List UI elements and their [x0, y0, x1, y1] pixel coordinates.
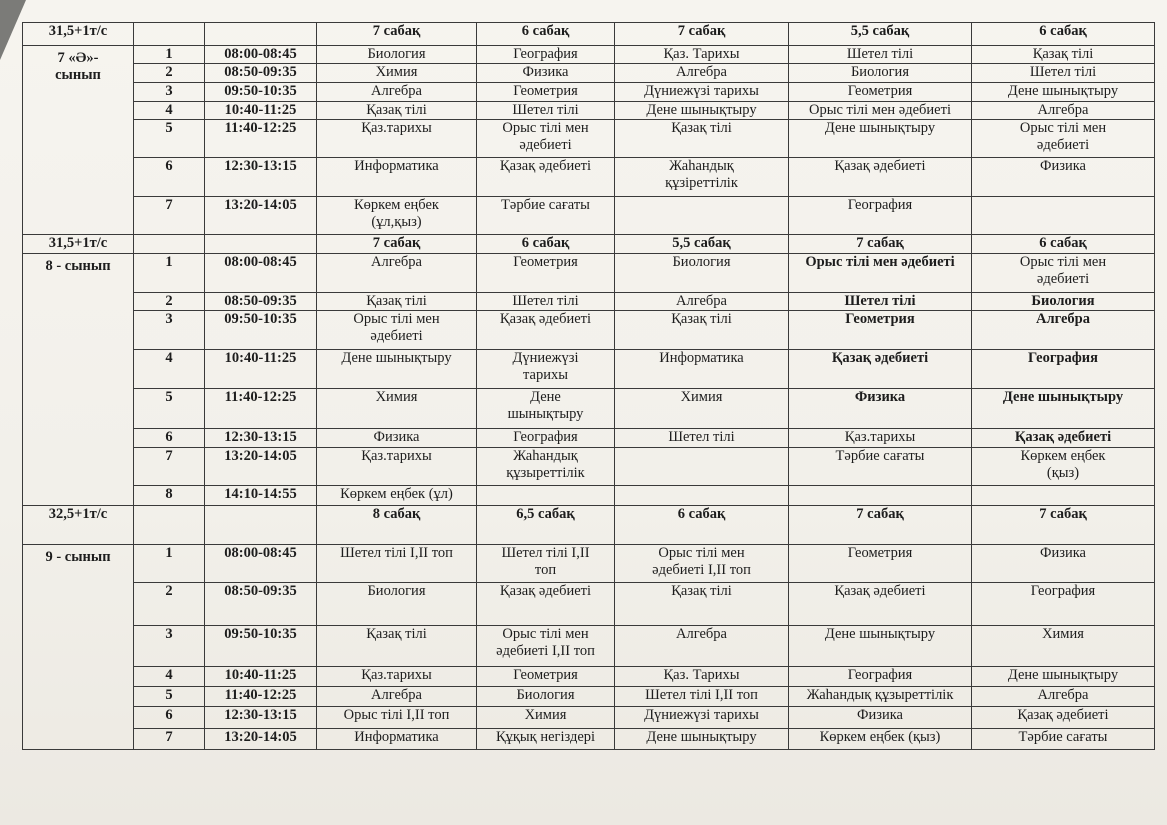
- subject-cell: Алгебра: [972, 687, 1155, 707]
- subject-cell: Физика: [789, 389, 972, 429]
- subject-cell: Орыс тілі мен әдебиеті: [972, 120, 1155, 158]
- day-lesson-count: 6 сабақ: [972, 23, 1155, 46]
- section-header-row: [23, 23, 1155, 46]
- lesson-time: 10:40-11:25: [205, 350, 317, 389]
- day-lesson-count: 5,5 сабақ: [789, 23, 972, 46]
- subject-cell: Шетел тілі: [972, 64, 1155, 83]
- subject-cell: География: [477, 429, 615, 448]
- subject-cell: Қазақ әдебиеті: [972, 429, 1155, 448]
- lesson-number: 3: [134, 311, 205, 350]
- subject-cell: Көркем еңбек (ұл): [317, 486, 477, 506]
- lesson-time: 08:50-09:35: [205, 64, 317, 83]
- subject-cell: Алгебра: [317, 687, 477, 707]
- day-lesson-count: 6 сабақ: [477, 23, 615, 46]
- lesson-number: 5: [134, 687, 205, 707]
- lesson-time: 12:30-13:15: [205, 158, 317, 197]
- empty-cell: [205, 235, 317, 254]
- subject-cell: Қаз. Тарихы: [615, 667, 789, 687]
- lesson-time: 08:00-08:45: [205, 46, 317, 64]
- subject-cell: Геометрия: [789, 83, 972, 102]
- lesson-row: [23, 729, 1155, 750]
- subject-cell: [615, 486, 789, 506]
- subject-cell: Қазақ әдебиеті: [789, 350, 972, 389]
- subject-cell: Қаз.тарихы: [317, 667, 477, 687]
- subject-cell: Алгебра: [615, 293, 789, 311]
- subject-cell: Дене шынықтыру: [789, 120, 972, 158]
- day-lesson-count: 6,5 сабақ: [477, 506, 615, 545]
- subject-cell: Физика: [317, 429, 477, 448]
- subject-cell: Қаз.тарихы: [789, 429, 972, 448]
- lesson-time: 14:10-14:55: [205, 486, 317, 506]
- lesson-number: 4: [134, 350, 205, 389]
- subject-cell: Көркем еңбек (қыз): [972, 448, 1155, 486]
- subject-cell: Қазақ тілі: [972, 46, 1155, 64]
- subject-cell: Дене шынықтыру: [615, 729, 789, 750]
- lesson-row: [23, 102, 1155, 120]
- lesson-row: [23, 293, 1155, 311]
- empty-cell: [134, 235, 205, 254]
- subject-cell: Қазақ әдебиеті: [972, 707, 1155, 729]
- lesson-number: 1: [134, 46, 205, 64]
- subject-cell: Дүниежүзі тарихы: [615, 83, 789, 102]
- subject-cell: [789, 486, 972, 506]
- lesson-number: 7: [134, 197, 205, 235]
- lesson-time: 12:30-13:15: [205, 707, 317, 729]
- subject-cell: Физика: [477, 64, 615, 83]
- subject-cell: Алгебра: [317, 83, 477, 102]
- lesson-row: [23, 120, 1155, 158]
- lesson-number: 1: [134, 254, 205, 293]
- lesson-number: 7: [134, 729, 205, 750]
- lesson-row: [23, 429, 1155, 448]
- subject-cell: Дүниежүзі тарихы: [615, 707, 789, 729]
- day-lesson-count: 6 сабақ: [972, 235, 1155, 254]
- subject-cell: Қазақ тілі: [615, 120, 789, 158]
- weekly-hours: 31,5+1т/с: [23, 23, 134, 46]
- subject-cell: [615, 448, 789, 486]
- day-lesson-count: 6 сабақ: [615, 506, 789, 545]
- day-lesson-count: 6 сабақ: [477, 235, 615, 254]
- empty-cell: [205, 506, 317, 545]
- lesson-time: 11:40-12:25: [205, 687, 317, 707]
- subject-cell: Қазақ әдебиеті: [477, 311, 615, 350]
- subject-cell: Химия: [972, 626, 1155, 667]
- subject-cell: География: [789, 197, 972, 235]
- weekly-hours: 31,5+1т/с: [23, 235, 134, 254]
- subject-cell: Информатика: [317, 158, 477, 197]
- subject-cell: Алгебра: [317, 254, 477, 293]
- subject-cell: Қаз.тарихы: [317, 120, 477, 158]
- subject-cell: Шетел тілі: [789, 293, 972, 311]
- subject-cell: Шетел тілі I,II топ: [317, 545, 477, 583]
- subject-cell: Жаһандық құзіреттілік: [615, 158, 789, 197]
- class-name: 8 - сынып: [23, 254, 134, 506]
- subject-cell: Жаһандық құзыреттілік: [477, 448, 615, 486]
- lesson-number: 4: [134, 667, 205, 687]
- subject-cell: География: [972, 350, 1155, 389]
- subject-cell: Шетел тілі: [789, 46, 972, 64]
- subject-cell: Химия: [317, 64, 477, 83]
- lesson-number: 8: [134, 486, 205, 506]
- subject-cell: Биология: [789, 64, 972, 83]
- lesson-time: 12:30-13:15: [205, 429, 317, 448]
- subject-cell: Биология: [615, 254, 789, 293]
- lesson-row: [23, 486, 1155, 506]
- subject-cell: Алгебра: [615, 64, 789, 83]
- day-lesson-count: 7 сабақ: [317, 235, 477, 254]
- lesson-row: [23, 707, 1155, 729]
- subject-cell: Жаһандық құзыреттілік: [789, 687, 972, 707]
- subject-cell: Геометрия: [789, 545, 972, 583]
- lesson-row: [23, 158, 1155, 197]
- lesson-row: [23, 46, 1155, 64]
- subject-cell: Дене шынықтыру: [789, 626, 972, 667]
- lesson-time: 13:20-14:05: [205, 197, 317, 235]
- subject-cell: Химия: [615, 389, 789, 429]
- section-header-row: [23, 235, 1155, 254]
- day-lesson-count: 7 сабақ: [615, 23, 789, 46]
- subject-cell: [477, 486, 615, 506]
- subject-cell: Информатика: [317, 729, 477, 750]
- subject-cell: Орыс тілі мен әдебиеті: [317, 311, 477, 350]
- lesson-row: [23, 197, 1155, 235]
- lesson-time: 08:00-08:45: [205, 545, 317, 583]
- subject-cell: Қаз.тарихы: [317, 448, 477, 486]
- subject-cell: Дене шынықтыру: [972, 83, 1155, 102]
- day-lesson-count: 8 сабақ: [317, 506, 477, 545]
- subject-cell: Физика: [789, 707, 972, 729]
- subject-cell: Шетел тілі: [477, 293, 615, 311]
- lesson-number: 5: [134, 389, 205, 429]
- lesson-number: 4: [134, 102, 205, 120]
- lesson-row: [23, 83, 1155, 102]
- subject-cell: Дене шынықтыру: [317, 350, 477, 389]
- lesson-time: 09:50-10:35: [205, 83, 317, 102]
- subject-cell: Қазақ тілі: [317, 293, 477, 311]
- subject-cell: География: [789, 667, 972, 687]
- subject-cell: География: [477, 46, 615, 64]
- lesson-row: [23, 545, 1155, 583]
- subject-cell: Шетел тілі: [615, 429, 789, 448]
- lesson-time: 08:50-09:35: [205, 293, 317, 311]
- subject-cell: Химия: [477, 707, 615, 729]
- empty-cell: [134, 506, 205, 545]
- subject-cell: Биология: [317, 46, 477, 64]
- subject-cell: Қазақ тілі: [615, 583, 789, 626]
- lesson-time: 13:20-14:05: [205, 448, 317, 486]
- empty-cell: [134, 23, 205, 46]
- lesson-number: 6: [134, 429, 205, 448]
- subject-cell: Информатика: [615, 350, 789, 389]
- subject-cell: Тәрбие сағаты: [789, 448, 972, 486]
- lesson-number: 1: [134, 545, 205, 583]
- subject-cell: Шетел тілі I,II топ: [615, 687, 789, 707]
- subject-cell: Көркем еңбек (қыз): [789, 729, 972, 750]
- day-lesson-count: 7 сабақ: [789, 235, 972, 254]
- subject-cell: Дене шынықтыру: [972, 667, 1155, 687]
- subject-cell: Қазақ тілі: [317, 102, 477, 120]
- subject-cell: Қаз. Тарихы: [615, 46, 789, 64]
- lesson-number: 5: [134, 120, 205, 158]
- lesson-row: [23, 626, 1155, 667]
- subject-cell: Дене шынықтыру: [477, 389, 615, 429]
- lesson-time: 09:50-10:35: [205, 626, 317, 667]
- lesson-number: 2: [134, 64, 205, 83]
- subject-cell: Биология: [972, 293, 1155, 311]
- subject-cell: География: [972, 583, 1155, 626]
- day-lesson-count: 5,5 сабақ: [615, 235, 789, 254]
- subject-cell: Қазақ әдебиеті: [789, 158, 972, 197]
- class-name: 9 - сынып: [23, 545, 134, 750]
- subject-cell: Орыс тілі мен әдебиеті: [477, 120, 615, 158]
- subject-cell: Дүниежүзі тарихы: [477, 350, 615, 389]
- lesson-row: [23, 448, 1155, 486]
- subject-cell: Шетел тілі: [477, 102, 615, 120]
- subject-cell: Құқық негіздері: [477, 729, 615, 750]
- subject-cell: Дене шынықтыру: [972, 389, 1155, 429]
- subject-cell: Физика: [972, 158, 1155, 197]
- lesson-time: 11:40-12:25: [205, 120, 317, 158]
- subject-cell: Алгебра: [972, 311, 1155, 350]
- subject-cell: [615, 197, 789, 235]
- lesson-time: 09:50-10:35: [205, 311, 317, 350]
- lesson-row: [23, 254, 1155, 293]
- subject-cell: Шетел тілі I,II топ: [477, 545, 615, 583]
- subject-cell: Қазақ тілі: [615, 311, 789, 350]
- lesson-row: [23, 667, 1155, 687]
- subject-cell: Орыс тілі I,II топ: [317, 707, 477, 729]
- subject-cell: Геометрия: [477, 667, 615, 687]
- subject-cell: Алгебра: [615, 626, 789, 667]
- lesson-time: 10:40-11:25: [205, 667, 317, 687]
- subject-cell: Көркем еңбек (ұл,қыз): [317, 197, 477, 235]
- lesson-number: 2: [134, 583, 205, 626]
- lesson-number: 2: [134, 293, 205, 311]
- subject-cell: Химия: [317, 389, 477, 429]
- lesson-row: [23, 350, 1155, 389]
- day-lesson-count: 7 сабақ: [972, 506, 1155, 545]
- schedule-table: [22, 22, 1155, 750]
- day-lesson-count: 7 сабақ: [789, 506, 972, 545]
- lesson-number: 7: [134, 448, 205, 486]
- subject-cell: Қазақ тілі: [317, 626, 477, 667]
- lesson-time: 13:20-14:05: [205, 729, 317, 750]
- lesson-number: 6: [134, 158, 205, 197]
- day-lesson-count: 7 сабақ: [317, 23, 477, 46]
- lesson-time: 08:50-09:35: [205, 583, 317, 626]
- lesson-time: 08:00-08:45: [205, 254, 317, 293]
- subject-cell: Орыс тілі мен әдебиеті: [789, 254, 972, 293]
- lesson-row: [23, 687, 1155, 707]
- subject-cell: [972, 486, 1155, 506]
- weekly-hours: 32,5+1т/с: [23, 506, 134, 545]
- subject-cell: Геометрия: [789, 311, 972, 350]
- subject-cell: Биология: [317, 583, 477, 626]
- lesson-row: [23, 389, 1155, 429]
- lesson-row: [23, 311, 1155, 350]
- lesson-number: 3: [134, 83, 205, 102]
- lesson-number: 6: [134, 707, 205, 729]
- subject-cell: Орыс тілі мен әдебиеті: [789, 102, 972, 120]
- subject-cell: Геометрия: [477, 254, 615, 293]
- subject-cell: Қазақ әдебиеті: [477, 158, 615, 197]
- subject-cell: Алгебра: [972, 102, 1155, 120]
- lesson-time: 11:40-12:25: [205, 389, 317, 429]
- subject-cell: Қазақ әдебиеті: [477, 583, 615, 626]
- subject-cell: Геометрия: [477, 83, 615, 102]
- lesson-row: [23, 64, 1155, 83]
- subject-cell: [972, 197, 1155, 235]
- subject-cell: Орыс тілі мен әдебиеті I,II топ: [477, 626, 615, 667]
- subject-cell: Дене шынықтыру: [615, 102, 789, 120]
- subject-cell: Қазақ әдебиеті: [789, 583, 972, 626]
- section-header-row: [23, 506, 1155, 545]
- subject-cell: Орыс тілі мен әдебиеті: [972, 254, 1155, 293]
- subject-cell: Орыс тілі мен әдебиеті I,II топ: [615, 545, 789, 583]
- subject-cell: Тәрбие сағаты: [477, 197, 615, 235]
- lesson-number: 3: [134, 626, 205, 667]
- empty-cell: [205, 23, 317, 46]
- lesson-time: 10:40-11:25: [205, 102, 317, 120]
- subject-cell: Биология: [477, 687, 615, 707]
- lesson-row: [23, 583, 1155, 626]
- class-name: 7 «Ә»- сынып: [23, 46, 134, 235]
- subject-cell: Физика: [972, 545, 1155, 583]
- subject-cell: Тәрбие сағаты: [972, 729, 1155, 750]
